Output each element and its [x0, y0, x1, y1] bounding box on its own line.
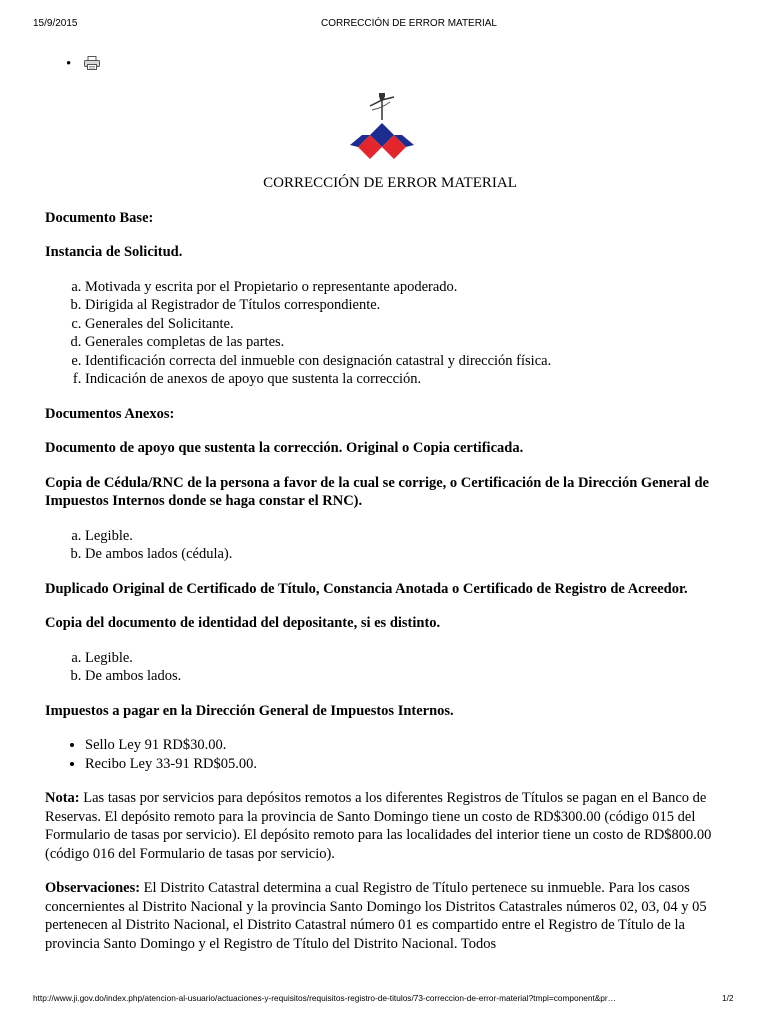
list-item: d. Generales completas de las partes.: [85, 333, 735, 352]
note-paragraph: [45, 789, 735, 863]
depositor-heading: Copia del documento de identidad del depositante, si es distinto.: [45, 615, 441, 631]
list-item: b. De ambos lados.: [85, 667, 735, 686]
note-label: Nota:: [45, 790, 80, 806]
list-item: • Recibo Ley 33-91 RD$05.00.: [85, 755, 735, 774]
depositor-list: [45, 649, 735, 686]
list-item: b. De ambos lados (cédula).: [85, 545, 735, 564]
page-url: http://www.ji.gov.do/index.php/atencion-al-usuario/actuaciones-y-requisitos/requisitos-registro-de-titulos/73-correccion-de-error-material?tmpl=component&pr…: [33, 993, 616, 1003]
list-item: a. Legible.: [85, 649, 735, 668]
print-header-title: CORRECCIÓN DE ERROR MATERIAL: [321, 18, 497, 29]
instance-list: [45, 278, 735, 389]
taxes-list: [45, 736, 735, 773]
cedula-heading: Copia de Cédula/RNC de la persona a favor de la cual se corrige, o Certificación de la Dirección General de Impuestos Internos donde se haga constar el RNC).: [45, 474, 709, 509]
note-text: Las tasas por servicios para depósitos remotos a los diferentes Registros de Títulos se pagan en el Banco de Reservas. El depósito remoto para la provincia de Santo Domingo tiene un costo de RD$300.00 (código 015 del Formulario de tasas por servicio). El depósito remoto para las localidades del interior tiene un costo de RD$800.00 (código 016 del Formulario de tasas por servicio).: [45, 790, 712, 862]
cedula-list: [45, 527, 735, 564]
list-item: a. Legible.: [85, 527, 735, 546]
list-item: • Sello Ley 91 RD$30.00.: [85, 736, 735, 755]
institution-logo: [342, 88, 422, 163]
duplicate-heading: Duplicado Original de Certificado de Título, Constancia Anotada o Certificado de Registro de Acreedor.: [45, 580, 688, 597]
observations-label: Observaciones:: [45, 880, 141, 896]
instance-heading: Instancia de Solicitud.: [45, 244, 183, 260]
print-link-row: [66, 54, 106, 74]
document-title: CORRECCIÓN DE ERROR MATERIAL: [263, 175, 517, 191]
document-body: [45, 168, 735, 953]
print-date: 15/9/2015: [33, 18, 78, 29]
base-heading: Documento Base:: [45, 209, 154, 226]
observations-paragraph: [45, 879, 735, 953]
page-number: 1/2: [722, 993, 734, 1003]
observations-text: El Distrito Catastral determina a cual Registro de Título pertenece su inmueble. Para los casos concernientes al Distrito Nacional y la provincia Santo Domingo los Distritos Catastrales números 02, 03, 04 y 05 pertenecen al Distrito Nacional, el Distrito Catastral número 01 es compartido entre el Registro de Título de la provincia Santo Domingo y el Registro de Título del Distrito Nacional. Todos: [45, 880, 707, 952]
list-bullet: •: [66, 56, 72, 72]
list-item: f. Indicación de anexos de apoyo que sustenta la corrección.: [85, 370, 735, 389]
list-item: c. Generales del Solicitante.: [85, 315, 735, 334]
support-doc: Documento de apoyo que sustenta la corrección. Original o Copia certificada.: [45, 440, 524, 456]
list-item: b. Dirigida al Registrador de Títulos correspondiente.: [85, 296, 735, 315]
list-item: e. Identificación correcta del inmueble con designación catastral y dirección física.: [85, 352, 735, 371]
print-footer: [0, 993, 768, 1007]
print-header: [0, 18, 768, 32]
taxes-heading: Impuestos a pagar en la Dirección General de Impuestos Internos.: [45, 702, 454, 719]
annexes-heading: Documentos Anexos:: [45, 405, 175, 422]
printer-icon[interactable]: [84, 56, 100, 70]
list-item: a. Motivada y escrita por el Propietario o representante apoderado.: [85, 278, 735, 297]
